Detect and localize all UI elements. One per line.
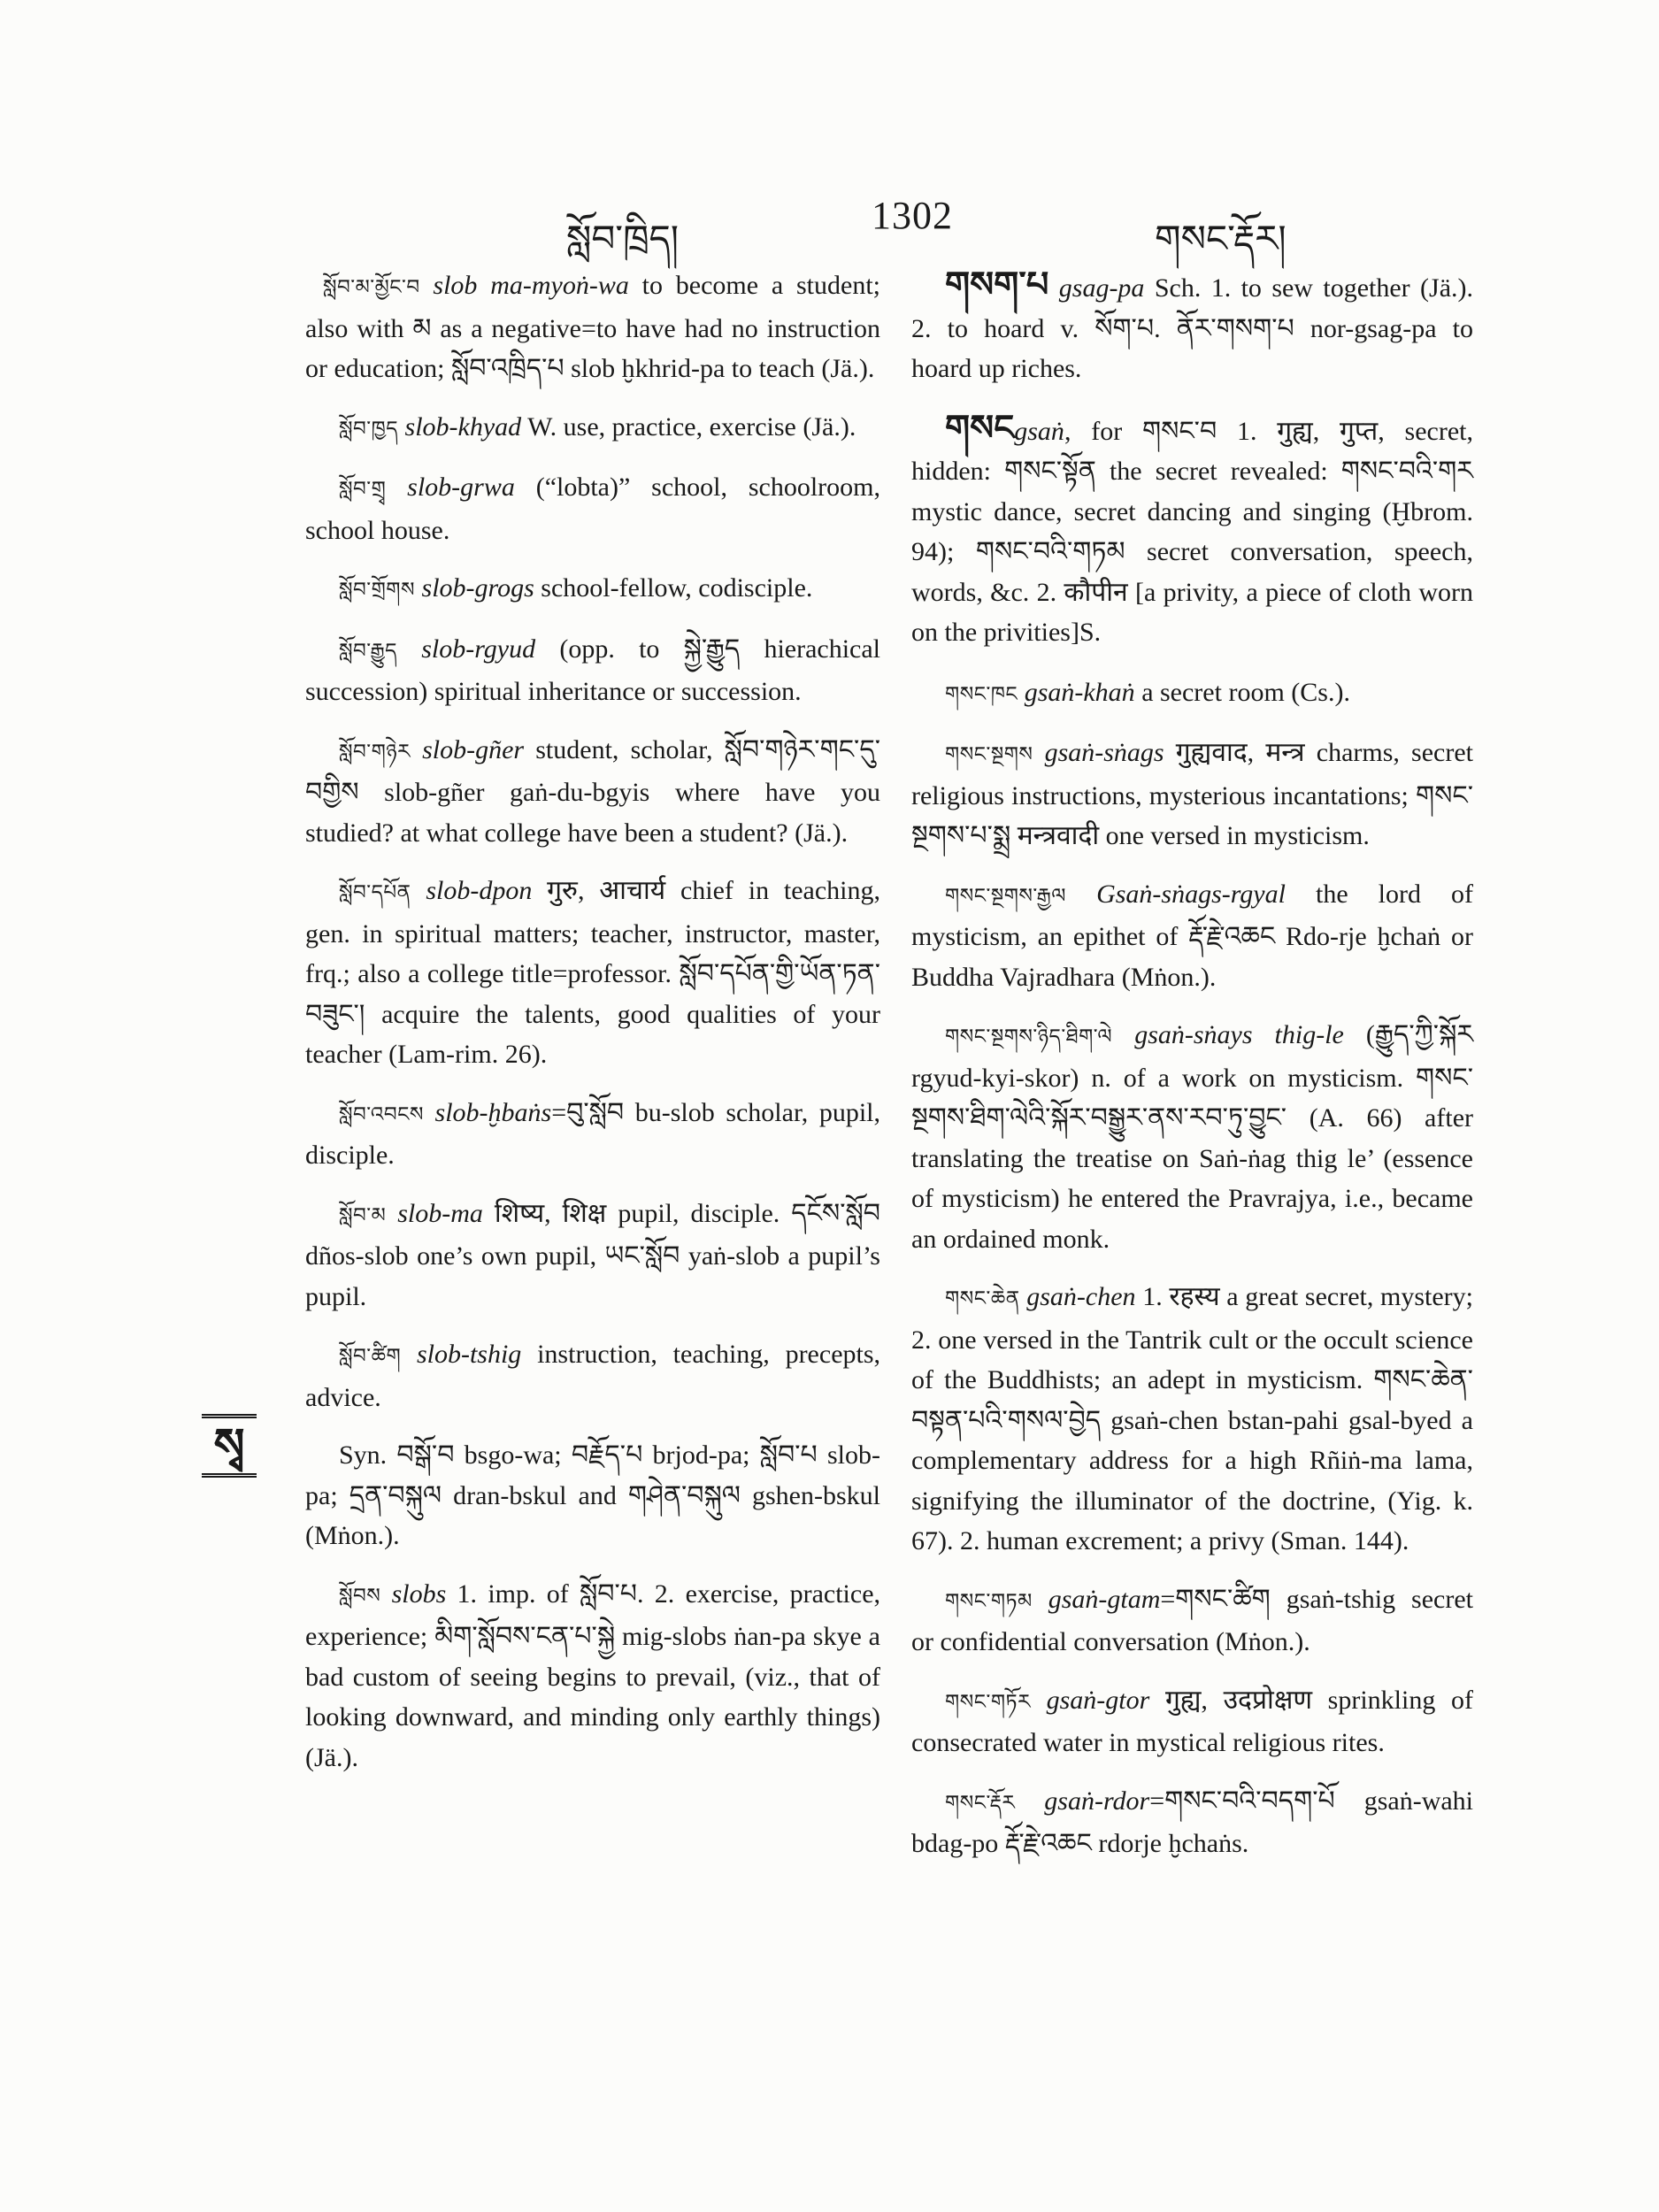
dictionary-entry — [911, 1277, 1473, 1562]
entry-transliteration: gsaṅ-rdor — [1044, 1786, 1150, 1816]
dictionary-entry — [911, 265, 1473, 389]
entry-transliteration: slob-tshig — [416, 1340, 522, 1369]
entry-tibetan: སློབ་འབངས — [339, 1102, 424, 1126]
entry-tibetan: གསང་གཏམ — [945, 1589, 1033, 1613]
entry-transliteration: slob-gñer — [422, 734, 525, 764]
entry-definition: (རྒྱུད་ཀྱི་སྐོར rgyud-kyi-skor) n. of a work on mysticism. གསང་སྔགས་ཐིག་ལེའི་སྐོར་བསྒྱུར་ནས་རབ་ཏུ་བྱུང་ (A. 66) after translating the treatise on Saṅ-ṅag thig le’ (essence of mysticism) he entered the Pravrajya, i.e., became an ordained monk. — [911, 1020, 1474, 1254]
entry-transliteration: Gsaṅ-sṅags-rgyal — [1096, 879, 1286, 909]
page-header — [0, 186, 1659, 260]
entry-definition: Sch. 1. to sew together (Jä.). 2. to hoard v. སོག་པ. ནོར་གསག་པ nor-gsag-pa to hoard up riches. — [911, 273, 1473, 383]
entry-transliteration: gsaṅ-sṅags — [1044, 738, 1164, 767]
dictionary-entry — [305, 1194, 880, 1317]
entry-transliteration: slob-grwa — [407, 472, 515, 502]
entry-transliteration: gsag-pa — [1058, 273, 1145, 303]
entry-headword-tibetan: གསག་པ — [945, 265, 1049, 305]
page-number: 1302 — [872, 194, 953, 237]
entry-tibetan: སློབ་ཁྱད — [339, 417, 399, 441]
entry-transliteration: slob-grogs — [421, 573, 534, 603]
margin-section-glyph: སྭ — [202, 1414, 257, 1478]
right-column — [911, 265, 1473, 1882]
entry-definition: to become a student; also with མ as a negative=to have had no instruction or education; སློབ་འཁྲིད་པ slob ḫkhrid-pa to teach (Jä.). — [305, 271, 880, 383]
entry-definition: 1. imp. of སློབ་པ. 2. exercise, practice, experience; མིག་སློབས་ངན་པ་སྐྱེ mig-slobs ṅan-pa skye a bad custom of seeing begins to prevail, (viz., that of looking downward, and minding only earthly things) (Jä.). — [305, 1578, 881, 1772]
entry-definition: गुह्य, उदप्रोक्षण sprinkling of consecrated water in mystical religious rites. — [911, 1685, 1474, 1757]
entry-tibetan: སློབ་གཉེར — [339, 740, 411, 764]
entry-transliteration: gsaṅ-gtam — [1048, 1584, 1161, 1614]
entry-tibetan: གསང་སྔགས་རྒྱལ — [945, 884, 1067, 908]
entry-headword-tibetan: གསང — [945, 407, 1015, 449]
entry-definition: गुरु, आचार्य chief in teaching, gen. in spiritual matters; teacher, instructor, master, frq.; also a college title=professor. སློབ་དཔོན་གྱི་ཡོན་ཏན་བཟུང་། acquire the talents, good qualities of your teacher (Lam-rim. 26). — [305, 876, 880, 1069]
entry-transliteration: gsaṅ-gtor — [1046, 1685, 1150, 1715]
dictionary-entry — [305, 871, 880, 1075]
entry-transliteration: slobs — [391, 1578, 447, 1609]
entry-definition: the lord of mysticism, an epithet of རྡོ་རྗེ་འཆང Rdo-rje ḫchaṅ or Buddha Vajradhara (Mṅon.). — [911, 879, 1474, 992]
entry-tibetan: སློབ་མ་མྱོང་བ — [323, 276, 420, 299]
entry-definition: instruction, teaching, precepts, advice. — [305, 1340, 881, 1412]
entry-transliteration: gsaṅ-chen — [1026, 1282, 1136, 1311]
dictionary-entry — [305, 568, 880, 611]
dictionary-entry — [911, 1781, 1473, 1864]
entry-tibetan: གསང་རྡོར — [945, 1791, 1016, 1815]
header-left-catchword: སློབ་ཁྲིད། — [566, 217, 680, 260]
entry-definition: (opp. to སྐྱེ་རྒྱུད hierachical succession) spiritual inheritance or succession. — [305, 634, 881, 706]
dictionary-entry — [305, 629, 880, 712]
entry-transliteration: slob-ma — [397, 1198, 483, 1228]
entry-transliteration: slob-dpon — [426, 876, 533, 905]
entry-transliteration: slob ma-myoṅ-wa — [433, 271, 629, 300]
dictionary-entry-synonyms — [305, 1435, 880, 1556]
dictionary-entry — [911, 874, 1473, 998]
entry-tibetan: སློབ་མ — [339, 1203, 387, 1227]
entry-tibetan: སློབས — [339, 1584, 381, 1608]
dictionary-entry — [911, 733, 1473, 856]
entry-tibetan: སློབ་གྲྭ — [339, 478, 387, 501]
entry-definition: (“lobta)” school, schoolroom, school house. — [305, 472, 880, 545]
entry-transliteration: gsaṅ — [1014, 416, 1064, 446]
header-right-catchword: གསང་རྡོར། — [1155, 217, 1286, 260]
entry-definition: student, scholar, སློབ་གཉེར་གང་དུ་བགྱིས slob-gñer gaṅ-du-bgyis where have you studied? at what college have been a student? (Jä.). — [305, 734, 880, 848]
entry-tibetan: གསང་སྔགས་ཉིད་ཐིག་ལེ — [945, 1025, 1113, 1048]
entry-definition: a secret room (Cs.). — [1141, 677, 1350, 707]
entry-definition: Syn. བསྒོ་བ bsgo-wa; བརྗོད་པ brjod-pa; སློབ་པ slob-pa; དྲན་བསྐུལ dran-bskul and གཤེན་བསྐུལ gshen-bskul (Mṅon.). — [305, 1440, 880, 1550]
entry-transliteration: gsaṅ-sṅays thig-le — [1134, 1020, 1344, 1049]
entry-tibetan: སློབ་དཔོན — [339, 881, 411, 904]
dictionary-entry — [305, 1574, 880, 1778]
dictionary-entry — [305, 265, 880, 389]
entry-tibetan: གསང་སྔགས — [945, 743, 1033, 766]
dictionary-entry — [911, 1015, 1473, 1259]
entry-definition: , for གསང་བ 1. गुह्य, गुप्त, secret, hidden: གསང་སྟོན the secret revealed: གསང་བའི་གར mystic dance, secret dancing and singing (Ḫbrom. 94); གསང་བའི་གཏམ secret conversation, speech, words, &c. 2. कौपीन [a privity, a piece of cloth worn on the privities]S. — [911, 416, 1473, 647]
dictionary-entry — [911, 409, 1473, 653]
entry-definition: गुह्यवाद, मन्त्र charms, secret religious instructions, mysterious incantations; གསང་སྔགས་པ་སྨྲ मन्त्रवादी one versed in mysticism. — [911, 738, 1473, 850]
entry-definition: =བུ་སློབ bu-slob scholar, pupil, disciple. — [305, 1097, 881, 1170]
entry-tibetan: གསང་གཏོར — [945, 1690, 1031, 1714]
entry-definition: 1. रहस्य a great secret, mystery; 2. one versed in the Tantrik cult or the occult science of the Buddhists; an adept in mysticism. གསང་ཆེན་བསྟན་པའི་གསལ་བྱེད gsaṅ-chen bstan-pahi gsal-byed a complementary address for a high Rñiṅ-ma lama, signifying the illuminator of the doctrine, (Yig. k. 67). 2. human excrement; a privy (Sman. 144). — [911, 1282, 1473, 1555]
entry-transliteration: slob-rgyud — [421, 634, 536, 664]
entry-tibetan: གསང་ཆེན — [945, 1287, 1020, 1310]
dictionary-entry — [305, 1093, 880, 1176]
left-column — [305, 265, 880, 1795]
dictionary-entry — [911, 1680, 1473, 1763]
dictionary-entry — [305, 730, 880, 854]
dictionary-entry — [911, 672, 1473, 716]
entry-transliteration: gsaṅ-khaṅ — [1024, 677, 1135, 707]
entry-definition: =གསང་ཚིག gsaṅ-tshig secret or confidential conversation (Mṅon.). — [911, 1584, 1473, 1656]
entry-definition: W. use, practice, exercise (Jä.). — [527, 411, 856, 442]
entry-tibetan: སློབ་ཚིག — [339, 1345, 402, 1368]
entry-tibetan: གསང་ཁང — [945, 682, 1018, 706]
entry-definition: शिष्य, शिक्ष pupil, disciple. དངོས་སློབ dños-slob one’s own pupil, ཡང་སློབ yaṅ-slob a pupil’s pupil. — [305, 1198, 881, 1311]
entry-tibetan: སློབ་གྲོགས — [339, 579, 416, 602]
dictionary-entry — [305, 1334, 880, 1417]
entry-definition: =གསང་བའི་བདག་པོ gsaṅ-wahi bdag-po རྡོ་རྗེ་འཆང rdorje ḫchaṅs. — [911, 1786, 1474, 1858]
dictionary-entry — [911, 1579, 1473, 1663]
entry-transliteration: slob-khyad — [404, 411, 522, 442]
dictionary-entry — [305, 407, 880, 450]
entry-definition: school-fellow, codisciple. — [541, 573, 813, 603]
entry-transliteration: slob-ḫbaṅs — [434, 1097, 552, 1127]
dictionary-entry — [305, 467, 880, 550]
entry-tibetan: སློབ་རྒྱུད — [339, 639, 397, 663]
